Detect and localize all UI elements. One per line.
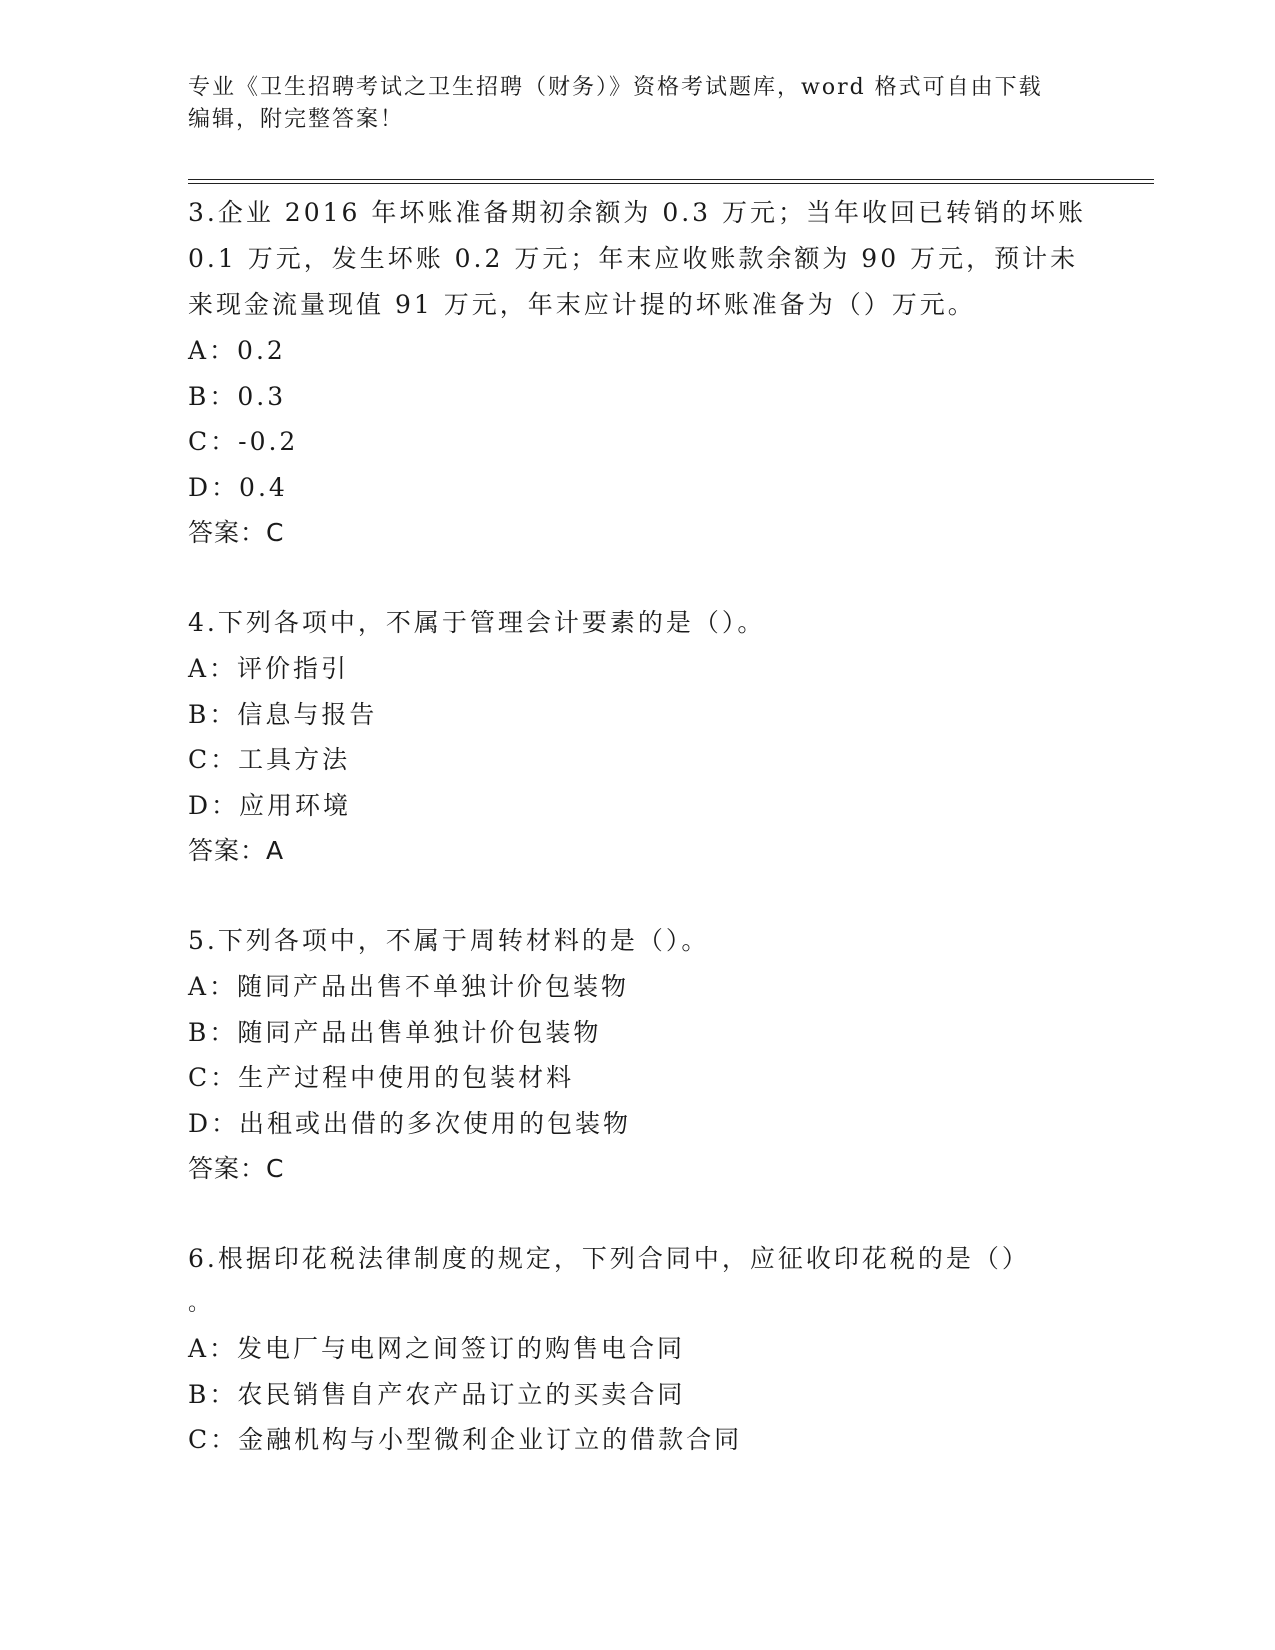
option-c: C：生产过程中使用的包装材料 [188,1063,575,1092]
option-a: A：随同产品出售不单独计价包装物 [188,972,630,1001]
option-b: B：随同产品出售单独计价包装物 [188,1017,602,1047]
question-5 [188,918,1088,1192]
answer: 答案：C [188,1154,285,1183]
question-stem [188,1236,1088,1326]
stem-line: 5.下列各项中，不属于周转材料的是（）。 [188,926,710,955]
option-d: D：0.4 [188,472,288,502]
option-c: C：工具方法 [188,745,351,774]
header-divider-top [188,179,1154,180]
question-3 [188,190,1088,556]
option-c: C：金融机构与小型微利企业订立的借款合同 [188,1425,743,1454]
question-4 [188,600,1088,874]
stem-line: 。 [188,1291,214,1316]
option-a: A：评价指引 [188,654,350,683]
option-d: D：应用环境 [188,790,352,820]
option-a: A：发电厂与电网之间签订的购售电合同 [188,1334,686,1363]
stem-line: 来现金流量现值 91 万元，年末应计提的坏账准备为（）万元。 [188,290,976,319]
option-b: B：0.3 [188,381,287,411]
stem-line: 3.企业 2016 年坏账准备期初余额为 0.3 万元；当年收回已转销的坏账 [188,198,1087,227]
option-b: B：信息与报告 [188,699,378,729]
stem-line: 0.1 万元，发生坏账 0.2 万元；年末应收账款余额为 90 万元，预计未 [188,244,1079,273]
header-divider-bottom [188,183,1154,184]
header-line-2: 编辑，附完整答案！ [188,107,405,132]
question-stem [188,190,1088,328]
question-list [188,190,1088,1463]
option-c: C：-0.2 [188,427,299,456]
header-line-1: 专业《卫生招聘考试之卫生招聘（财务）》资格考试题库，word 格式可自由下载 [188,75,1043,100]
stem-line: 6.根据印花税法律制度的规定，下列合同中，应征收印花税的是（） [188,1244,1030,1273]
option-b: B：农民销售自产农产品订立的买卖合同 [188,1379,686,1409]
option-a: A：0.2 [188,336,286,365]
answer: 答案：A [188,836,285,865]
answer: 答案：C [188,518,285,547]
document-header [188,72,1068,136]
option-d: D：出租或出借的多次使用的包装物 [188,1108,632,1138]
question-6 [188,1236,1088,1463]
question-stem [188,600,1088,646]
stem-line: 4.下列各项中，不属于管理会计要素的是（）。 [188,608,766,637]
question-stem [188,918,1088,964]
